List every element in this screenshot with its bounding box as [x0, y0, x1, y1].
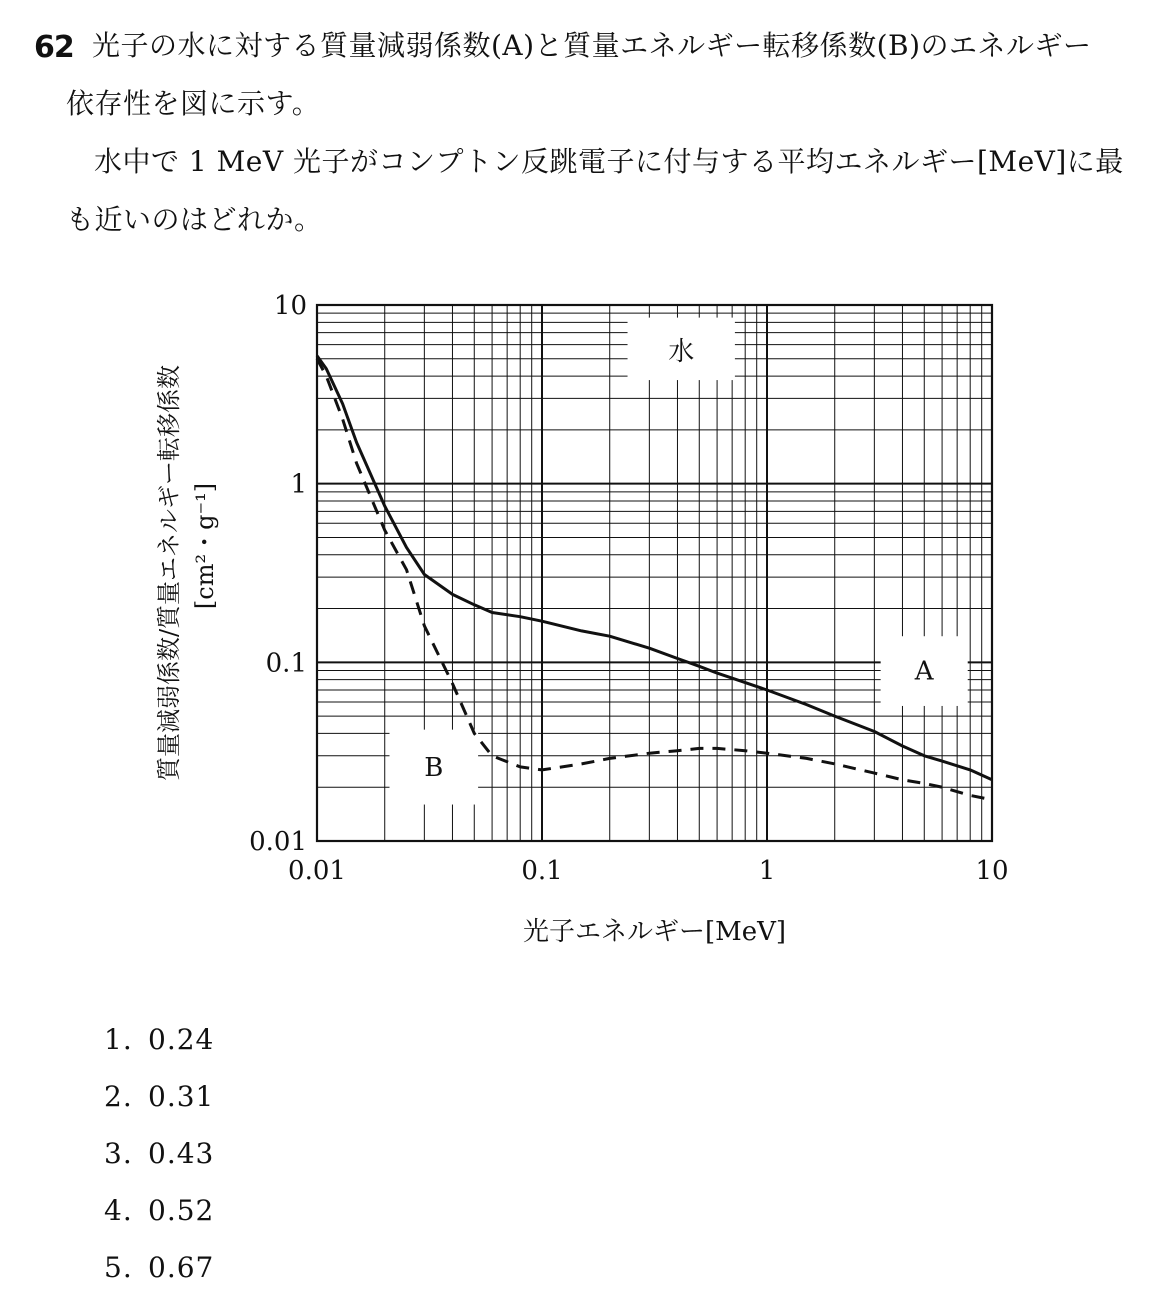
attenuation-chart — [0, 270, 1156, 960]
x-axis-label: 光子エネルギー[MeV] — [522, 917, 787, 947]
y-tick-label: 0.01 — [249, 827, 307, 857]
choice-4[interactable] — [104, 1189, 214, 1246]
tick-labels — [249, 291, 1008, 886]
x-tick-label: 1 — [758, 856, 776, 886]
choice-3[interactable] — [104, 1132, 214, 1189]
y-axis-label — [155, 365, 219, 781]
answer-choices — [104, 1018, 214, 1303]
question-number: 62 — [34, 30, 74, 65]
question-stem-line-2: 依存性を図に示す。 — [66, 87, 321, 120]
question-stem-line-3: 水中で 1 MeV 光子がコンプトン反跳電子に付与する平均エネルギー[MeV]に最 — [94, 145, 1124, 178]
y-tick-label: 0.1 — [265, 648, 307, 679]
x-tick-label: 0.01 — [288, 856, 346, 886]
choice-value: 0.43 — [148, 1137, 215, 1170]
series-label-b: B — [424, 752, 444, 783]
choice-number: 4. — [104, 1194, 133, 1227]
label-boxes — [389, 318, 967, 805]
choice-number: 1. — [104, 1023, 133, 1056]
choice-number: 5. — [104, 1251, 133, 1284]
choice-5[interactable] — [104, 1246, 214, 1303]
choice-value: 0.67 — [148, 1251, 215, 1284]
choice-number: 3. — [104, 1137, 133, 1170]
y-axis-label-line-2: [cm²・g⁻¹] — [191, 482, 219, 610]
y-axis-label-line-1: 質量減弱係数/質量エネルギー転移係数 — [155, 364, 183, 782]
choice-1[interactable] — [104, 1018, 214, 1075]
series-label-a: A — [914, 656, 934, 687]
choice-value: 0.24 — [148, 1023, 215, 1056]
y-tick-label: 10 — [273, 291, 307, 321]
choice-2[interactable] — [104, 1075, 214, 1132]
x-tick-label: 10 — [975, 856, 1009, 886]
x-tick-label: 0.1 — [521, 856, 563, 886]
choice-number: 2. — [104, 1080, 133, 1113]
choice-value: 0.52 — [148, 1194, 215, 1227]
question-stem-line-4: も近いのはどれか。 — [66, 203, 323, 236]
choice-value: 0.31 — [148, 1080, 215, 1113]
annotation-water: 水 — [668, 336, 695, 367]
question-stem-line-1: 光子の水に対する質量減弱係数(A)と質量エネルギー転移係数(B)のエネルギー — [92, 29, 1092, 62]
y-tick-label: 1 — [290, 469, 307, 500]
